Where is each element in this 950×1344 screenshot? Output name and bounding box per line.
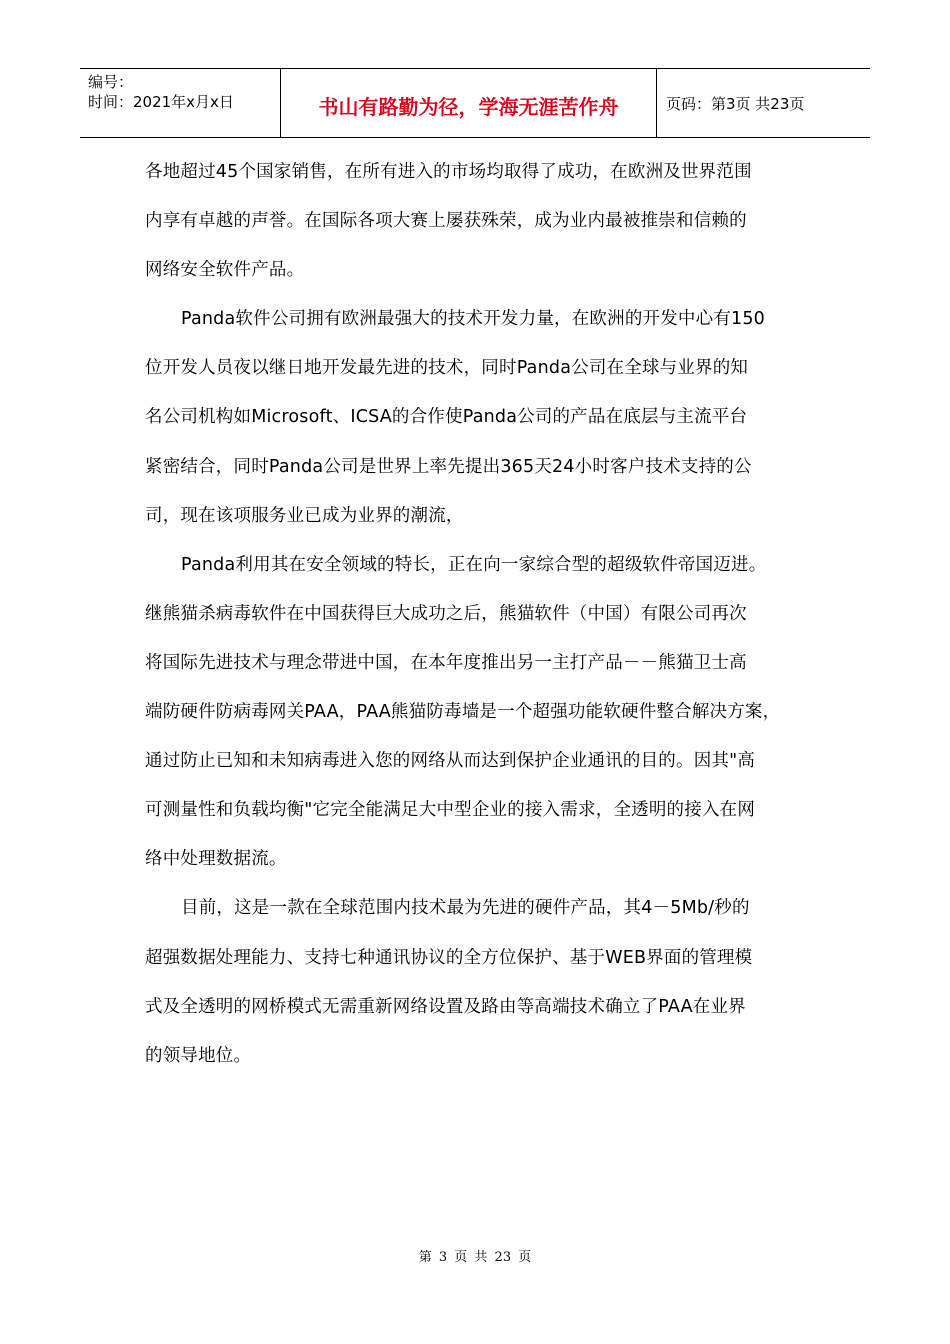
- header-page-cell: [656, 69, 870, 137]
- text-line: 各地超过45个国家销售，在所有进入的市场均取得了成功，在欧洲及世界范围: [145, 162, 752, 182]
- text-line: 络中处理数据流。: [145, 849, 287, 870]
- text-line: 内享有卓越的声誉。在国际各项大赛上屡获殊荣，成为业内最被推崇和信赖的: [145, 211, 747, 232]
- serial-label: 编号：: [88, 73, 134, 91]
- text-line: 可测量性和负载均衡"它完全能满足大中型企业的接入需求，全透明的接入在网: [145, 800, 756, 821]
- text-line: Panda软件公司拥有欧洲最强大的技术开发力量，在欧洲的开发中心有150: [181, 309, 766, 330]
- paragraph-1: [145, 148, 810, 295]
- text-line: 继熊猫杀病毒软件在中国获得巨大成功之后，熊猫软件（中国）有限公司再次: [145, 603, 747, 624]
- text-line: 端防硬件防病毒网关PAA，PAA熊猫防毒墙是一个超强功能软硬件整合解决方案，: [145, 702, 781, 723]
- page-info: 页码：第3页 共23页: [666, 95, 805, 113]
- text-line: 紧密结合，同时Panda公司是世界上率先提出365天24小时客户技术支持的公: [145, 456, 752, 477]
- time-label: 时间：2021年x月x日: [88, 93, 234, 111]
- page-footer: 第 3 页 共 23 页: [418, 1250, 532, 1265]
- paragraph-2: [145, 295, 810, 540]
- paragraph-4: [145, 884, 810, 1080]
- header-meta-cell: [80, 69, 280, 137]
- text-line: 式及全透明的网桥模式无需重新网络设置及路由等高端技术确立了PAA在业界: [145, 996, 746, 1017]
- text-line: 通过防止已知和未知病毒进入您的网络从而达到保护企业通讯的目的。因其"高: [145, 751, 756, 772]
- text-line: 的领导地位。: [145, 1045, 252, 1066]
- text-line: 网络安全软件产品。: [145, 260, 305, 281]
- page-header: [80, 68, 870, 138]
- text-line: 司，现在该项服务业已成为业界的潮流，: [145, 505, 464, 526]
- motto: 书山有路勤为径，学海无涯苦作舟: [318, 95, 619, 119]
- text-line: 名公司机构如Microsoft、ICSA的合作使Panda公司的产品在底层与主流平台: [145, 407, 748, 428]
- text-line: 目前，这是一款在全球范围内技术最为先进的硬件产品，其4－5Mb/秒的: [181, 898, 750, 919]
- text-line: 位开发人员夜以继日地开发最先进的技术，同时Panda公司在全球与业界的知: [145, 358, 749, 379]
- paragraph-3: [145, 541, 810, 885]
- document-body: [145, 148, 810, 1081]
- header-motto-cell: [280, 69, 657, 137]
- text-line: 将国际先进技术与理念带进中国，在本年度推出另一主打产品－－熊猫卫士高: [145, 652, 747, 673]
- text-line: Panda利用其在安全领域的特长，正在向一家综合型的超级软件帝国迈进。: [181, 554, 767, 575]
- text-line: 超强数据处理能力、支持七种通讯协议的全方位保护、基于WEB界面的管理模: [145, 947, 753, 968]
